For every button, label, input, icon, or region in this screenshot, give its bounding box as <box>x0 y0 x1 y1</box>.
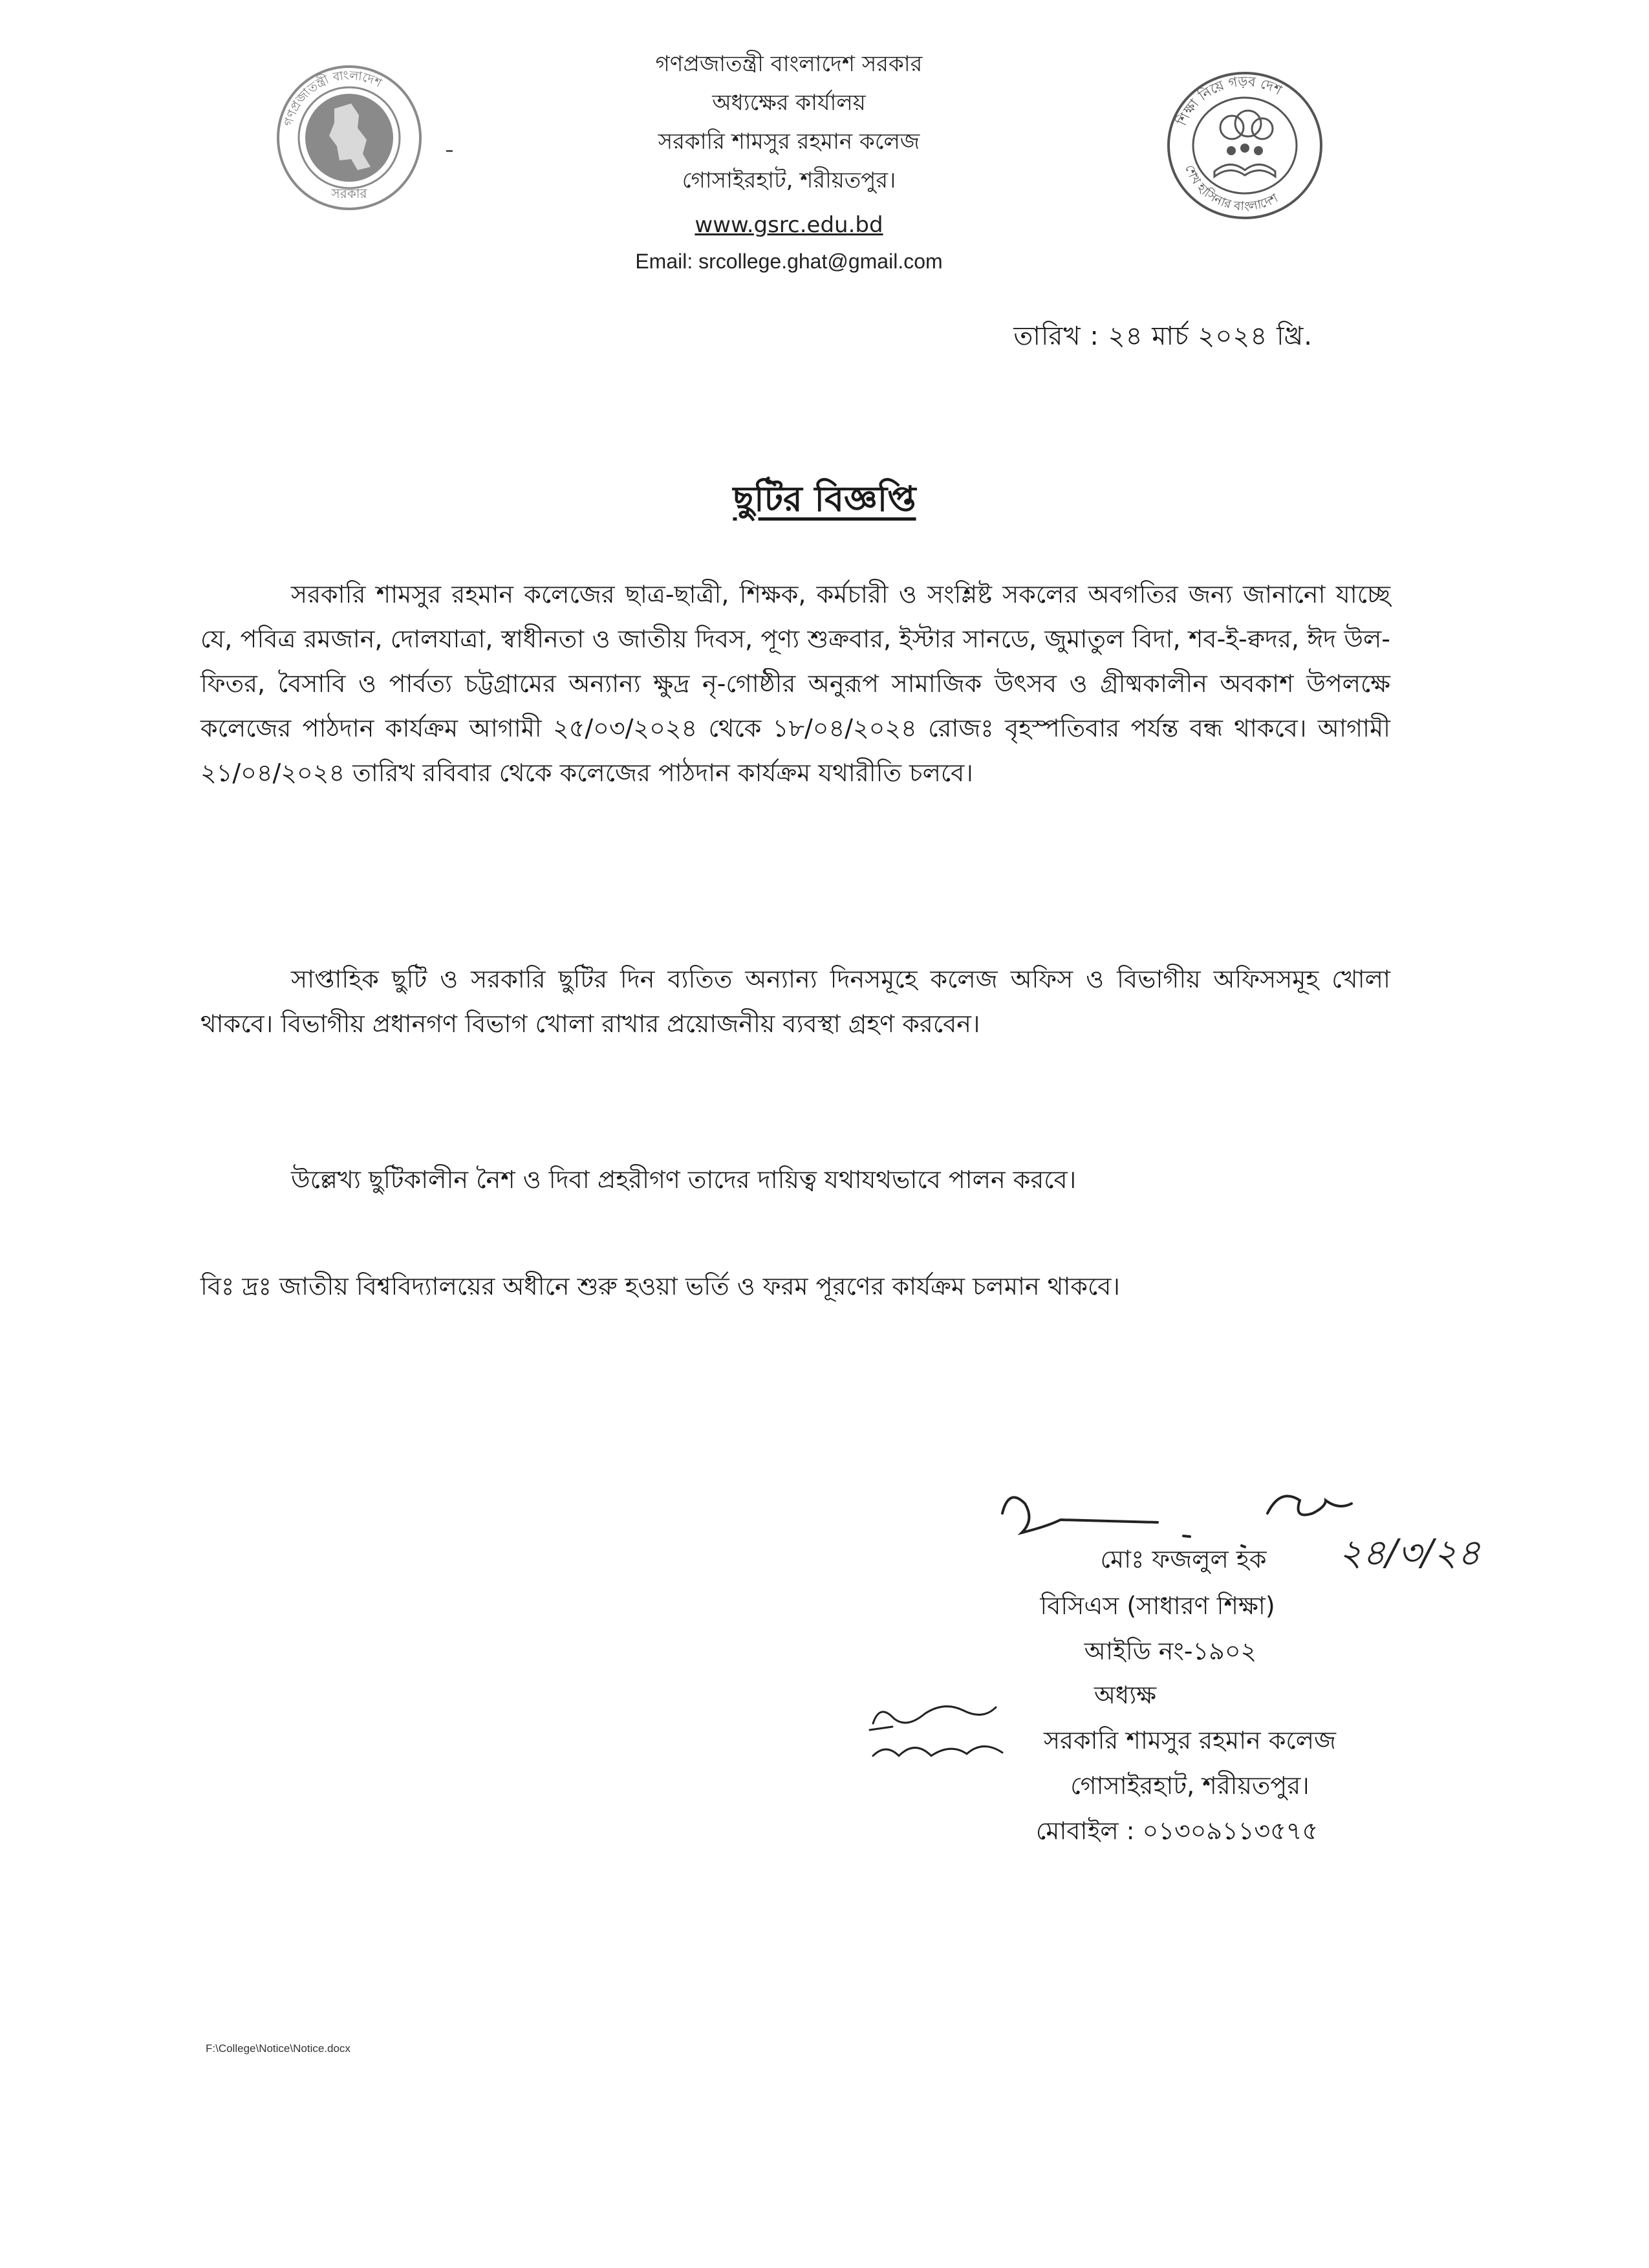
signatory-mobile: মোবাইল : ০১৩০৯১১৩৫৭৫ <box>1035 1817 1319 1845</box>
body-paragraph-1: সরকারি শামসুর রহমান কলেজের ছাত্র-ছাত্রী, শিক্ষক, কর্মচারী ও সংশ্লিষ্ট সকলের অবগতির জন্য জানানো যাচ্ছে যে, পবিত্র রমজান, দোলযাত্রা, স্বাধীনতা ও জাতীয় দিবস, পূণ্য শুক্রবার, ইস্টার সানডে, জুমাতুল বিদা, শব-ই-ক্বদর, ঈদ উল-ফিতর, বৈসাবি ও পার্বত্য চট্টগ্রামের অন্যান্য ক্ষুদ্র নৃ-গোষ্ঠীর অনুরূপ সামাজিক উৎসব ও গ্রীষ্মকালীন অবকাশ উপলক্ষে কলেজের পাঠদান কার্যক্রম আগামী ২৫/০৩/২০২৪ থেকে ১৮/০৪/২০২৪ রোজঃ বৃহস্পতিবার পর্যন্ত বন্ধ থাকবে। আগামী ২১/০৪/২০২৪ তারিখ রবিবার থেকে কলেজের পাঠদান কার্যক্রম যথারীতি চলবে। <box>200 580 1390 787</box>
signatory-location: গোসাইরহাট, শরীয়তপুর। <box>1070 1771 1310 1800</box>
svg-text:সরকার: সরকার <box>331 186 367 201</box>
notice-title <box>0 472 1649 530</box>
education-logo <box>1164 68 1326 223</box>
header-website-row <box>453 208 1125 242</box>
header-government: গণপ্রজাতন্ত্রী বাংলাদেশ সরকার <box>655 51 923 77</box>
body-paragraph-2: সাপ্তাহিক ছুটি ও সরকারি ছুটির দিন ব্যতিত অন্যান্য দিনসমূহে কলেজ অফিস ও বিভাগীয় অফিসসমূহ খোলা থাকবে। বিভাগীয় প্রধানগণ বিভাগ খোলা রাখার প্রয়োজনীয় ব্যবস্থা গ্রহণ করবেন। <box>200 965 1390 1038</box>
svg-text:শেখ হাসিনার বাংলাদেশ: শেখ হাসিনার বাংলাদেশ <box>1182 162 1280 214</box>
header-college: সরকারি শামসুর রহমান কলেজ <box>658 129 920 155</box>
signatory-cadre: বিসিএস (সাধারণ শিক্ষা) <box>1040 1592 1275 1620</box>
file-path: F:\College\Notice\Notice.docx <box>206 2042 350 2055</box>
svg-text:গণপ্রজাতন্ত্রী বাংলাদেশ: গণপ্রজাতন্ত্রী বাংলাদেশ <box>281 68 384 128</box>
notice-date: তারিখ : ২৪ মার্চ ২০২৪ খ্রি. <box>1013 321 1313 351</box>
website-link[interactable]: www.gsrc.edu.bd <box>695 212 883 238</box>
body-note: বিঃ দ্রঃ জাতীয় বিশ্ববিদ্যালয়ের অধীনে শুরু হওয়া ভর্তি ও ফরম পূরণের কার্যক্রম চলমান থাকবে। <box>200 1272 1120 1301</box>
signature-date: ২৪/৩/২৪ <box>1339 1532 1481 1574</box>
header-location: গোসাইরহাট, শরীয়তপুর। <box>682 167 896 193</box>
notice-title-text: ছুটির বিজ্ঞপ্তি <box>733 479 916 519</box>
government-seal-logo <box>275 63 424 212</box>
signatory-id: আইডি নং-১৯০২ <box>1084 1637 1257 1665</box>
header-email: Email: srcollege.ghat@gmail.com <box>635 250 943 273</box>
body-paragraph-3: উল্লেখ্য ছুটিকালীন নৈশ ও দিবা প্রহরীগণ তাদের দায়িত্ব যথাযথভাবে পালন করবে। <box>291 1165 1077 1194</box>
signatory-college: সরকারি শামসুর রহমান কলেজ <box>1043 1726 1337 1755</box>
signatory-name: মোঃ ফজলুল হক <box>1100 1545 1267 1573</box>
header-office: অধ্যক্ষের কার্যালয় <box>712 90 866 116</box>
signatory-designation: অধ্যক্ষ <box>1094 1681 1156 1709</box>
svg-text:শিক্ষা নিয়ে গড়ব দেশ: শিক্ষা নিয়ে গড়ব দেশ <box>1174 73 1285 128</box>
divider-mark <box>446 150 453 152</box>
